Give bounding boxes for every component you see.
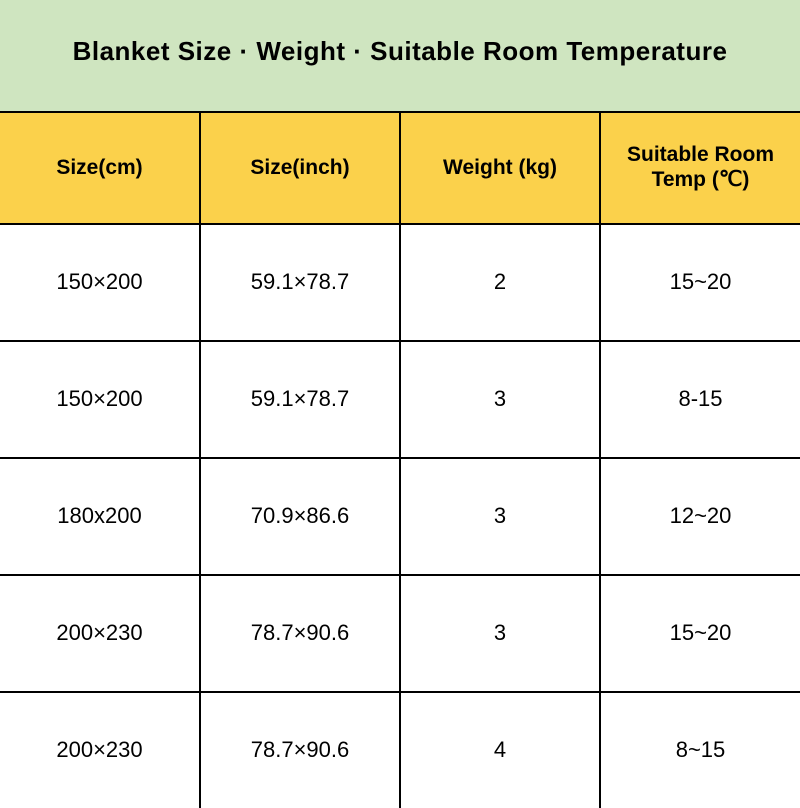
- cell-room-temp: 8~15: [600, 692, 800, 808]
- cell-room-temp: 8-15: [600, 341, 800, 458]
- cell-room-temp: 15~20: [600, 224, 800, 341]
- cell-size-inch: 70.9×86.6: [200, 458, 400, 575]
- title-row: [0, 0, 800, 112]
- table-row: [0, 224, 800, 341]
- cell-size-cm: 200×230: [0, 575, 200, 692]
- cell-size-cm: 200×230: [0, 692, 200, 808]
- cell-room-temp: 15~20: [600, 575, 800, 692]
- cell-size-cm: 180x200: [0, 458, 200, 575]
- cell-weight: 4: [400, 692, 600, 808]
- cell-size-inch: 59.1×78.7: [200, 224, 400, 341]
- cell-size-inch: 78.7×90.6: [200, 575, 400, 692]
- page-title: Blanket Size · Weight · Suitable Room Temperature: [0, 0, 800, 112]
- cell-weight: 3: [400, 341, 600, 458]
- cell-size-cm: 150×200: [0, 341, 200, 458]
- cell-size-inch: 59.1×78.7: [200, 341, 400, 458]
- header-row: [0, 112, 800, 224]
- cell-size-cm: 150×200: [0, 224, 200, 341]
- column-header-size-cm: Size(cm): [0, 112, 200, 224]
- cell-room-temp: 12~20: [600, 458, 800, 575]
- column-header-size-inch: Size(inch): [200, 112, 400, 224]
- cell-weight: 3: [400, 575, 600, 692]
- cell-weight: 2: [400, 224, 600, 341]
- cell-weight: 3: [400, 458, 600, 575]
- table-row: [0, 692, 800, 808]
- table-row: [0, 575, 800, 692]
- column-header-weight: Weight (kg): [400, 112, 600, 224]
- table-row: [0, 458, 800, 575]
- table-row: [0, 341, 800, 458]
- cell-size-inch: 78.7×90.6: [200, 692, 400, 808]
- column-header-room-temp: Suitable Room Temp (℃): [600, 112, 800, 224]
